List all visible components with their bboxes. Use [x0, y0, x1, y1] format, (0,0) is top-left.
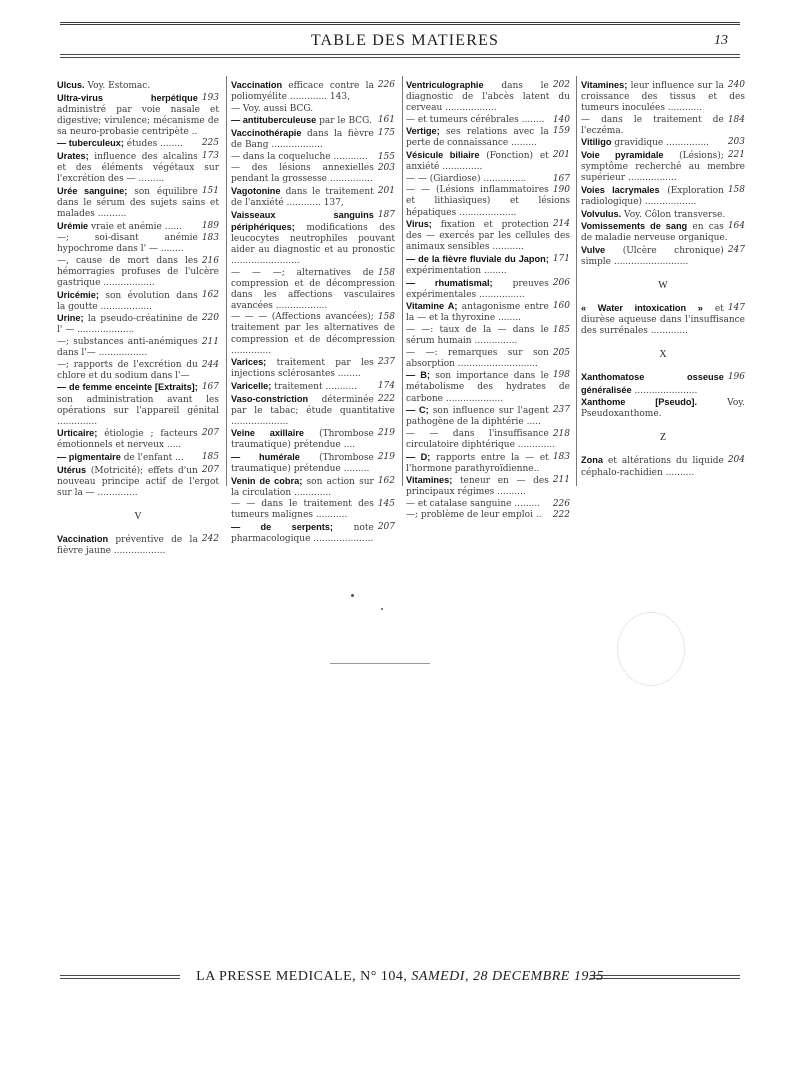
- entry-text: par le BCG.: [319, 116, 372, 127]
- index-entry: [406, 185, 570, 218]
- entry-text: son évolution dans la goutte ..................: [57, 290, 198, 312]
- library-stamp-seal: [617, 612, 685, 686]
- entry-text: son équilibre dans le sérum des sujets sains et malades ..........: [57, 186, 219, 220]
- page-reference: 161: [377, 115, 395, 126]
- entry-text: en cas de maladie nerveuse organique.: [581, 222, 728, 244]
- entry-text: Voy. Estomac.: [87, 81, 151, 91]
- page-reference: 206: [552, 277, 570, 288]
- page-reference: 203: [377, 163, 395, 174]
- entry-headword: Utérus: [57, 464, 87, 475]
- entry-text: traitement ...........: [274, 381, 357, 392]
- index-entry: [57, 93, 219, 138]
- entry-text: — —: remarques sur son absorption ............................: [406, 347, 549, 369]
- entry-text: de l'enfant ...: [123, 453, 184, 463]
- index-entry: [231, 452, 395, 475]
- section-letter: V: [134, 510, 142, 522]
- page-reference: 222: [552, 510, 570, 521]
- entry-headword: Urine;: [57, 313, 84, 324]
- page-reference: 190: [552, 185, 570, 196]
- index-entry: [406, 325, 570, 347]
- index-entry: [231, 522, 395, 545]
- page-reference: 205: [552, 347, 570, 358]
- entry-text: (Fonction) et anxiété ..............: [406, 151, 549, 173]
- index-entry: [581, 455, 745, 478]
- entry-headword: Varicelle;: [231, 380, 272, 391]
- entry-headword: Venin de cobra;: [231, 475, 303, 486]
- index-entry: [406, 150, 570, 173]
- page-reference: 237: [552, 405, 570, 416]
- page-reference: 171: [552, 253, 570, 264]
- index-entry: [406, 475, 570, 498]
- footer-date: SAMEDI, 28 DECEMBRE 1935: [411, 969, 604, 984]
- stray-rule: [330, 663, 430, 664]
- entry-headword: Vaccination: [57, 533, 109, 544]
- index-entry: [406, 370, 570, 404]
- page-reference: 185: [552, 324, 570, 335]
- entry-text: — Voy. aussi BCG.: [231, 103, 314, 114]
- entry-text: dans la fièvre de Bang ..................: [231, 128, 374, 150]
- entry-headword: Volvulus.: [581, 208, 622, 219]
- index-entry: [581, 115, 745, 137]
- index-entry: [581, 80, 745, 114]
- page-title: TABLE DES MATIERES: [310, 32, 500, 49]
- entry-headword: Vaso-constriction: [231, 393, 309, 404]
- entry-text: — dans la coqueluche ............: [231, 151, 368, 162]
- index-entry: [57, 428, 219, 451]
- page-reference: 207: [201, 464, 219, 475]
- page-reference: 164: [727, 221, 745, 232]
- page-reference: 207: [377, 522, 395, 533]
- entry-text: Voy. Côlon transverse.: [624, 209, 726, 220]
- index-entry: [231, 312, 395, 356]
- index-entry: [231, 499, 395, 521]
- entry-headword: Vaisseaux sanguins périphériques;: [231, 209, 374, 232]
- index-entry: [581, 303, 745, 337]
- page-number: 13: [714, 33, 728, 48]
- index-entry: [57, 290, 219, 313]
- page-reference: 219: [377, 428, 395, 439]
- entry-text: ......................: [634, 385, 698, 396]
- index-entry: [581, 245, 745, 268]
- entry-text: son importance dans le métabolisme des hydrates de carbone ....................: [406, 371, 570, 404]
- entry-text: — — —; alternatives de compression et de décompression dans les affections vasculaires avancées ..................: [231, 267, 395, 311]
- entry-text: préventive de la fièvre jaune ..................: [57, 534, 198, 557]
- entry-headword: Voie pyramidale: [581, 150, 664, 161]
- page-reference: 202: [552, 80, 570, 90]
- entry-headword: — D;: [406, 451, 431, 462]
- entry-headword: Ulcus.: [57, 80, 85, 90]
- index-entry: [57, 221, 219, 233]
- index-entry: [581, 372, 745, 396]
- entry-text: traitement par les injections sclérosantes ........: [231, 358, 374, 380]
- index-column-3: [406, 80, 570, 522]
- entry-text: vraie et anémie ......: [91, 221, 182, 232]
- entry-text: — — dans l'insuffisance circulatoire diphtérique .............: [406, 428, 555, 450]
- entry-text: Voy. Pseudoxanthome.: [581, 398, 745, 420]
- entry-text: — des lésions annexielles pendant la grossesse ...............: [231, 163, 374, 185]
- entry-headword: — rhumatismal;: [406, 277, 493, 288]
- index-entry: [57, 382, 219, 427]
- index-entry: [406, 174, 570, 185]
- page-reference: 204: [727, 455, 745, 466]
- page-reference: 226: [552, 498, 570, 509]
- index-entry: [406, 499, 570, 510]
- entry-headword: — de la fièvre fluviale du Japon;: [406, 253, 549, 264]
- index-entry: [231, 80, 395, 103]
- page-reference: 237: [377, 357, 395, 368]
- entry-headword: Veine axillaire: [231, 428, 305, 439]
- page-reference: 218: [552, 428, 570, 439]
- page-reference: 174: [377, 380, 395, 391]
- page-reference: 214: [552, 219, 570, 230]
- entry-text: la pseudo-créatinine de l' — ....................: [57, 314, 198, 336]
- index-entry: [231, 128, 395, 151]
- entry-text: modifications des leucocytes neutrophiles pouvant aider au diagnostic et au pronostic ........................: [231, 222, 395, 266]
- entry-headword: — B;: [406, 370, 430, 381]
- header-rule-thin: [60, 54, 740, 55]
- page-reference: 221: [727, 150, 745, 161]
- page-reference: 145: [377, 499, 395, 510]
- entry-text: — et tumeurs cérébrales ........: [406, 114, 545, 125]
- entry-headword: Urée sanguine;: [57, 185, 128, 196]
- entry-text: —; problème de leur emploi ..: [406, 510, 542, 521]
- entry-text: études ........: [126, 139, 183, 150]
- page-reference: 183: [552, 451, 570, 462]
- page-reference: 167: [201, 382, 219, 393]
- page-reference: 211: [201, 337, 219, 348]
- index-entry: [231, 115, 395, 127]
- entry-text: son influence sur l'agent pathogène de la diphtérie .....: [406, 406, 549, 428]
- ink-speck: [381, 608, 383, 610]
- page-reference: 247: [727, 244, 745, 255]
- entry-headword: Vomissements de sang: [581, 221, 688, 232]
- entry-text: —; substances anti-anémiques dans l'— .................: [57, 337, 198, 359]
- page-reference: 158: [377, 312, 395, 323]
- entry-headword: Vitamine A;: [406, 301, 458, 312]
- index-entry: [231, 163, 395, 185]
- index-entry: [57, 138, 219, 150]
- page-reference: 220: [201, 313, 219, 324]
- entry-text: antagonisme entre la — et la thyroxine ........: [406, 302, 549, 324]
- page-reference: 175: [377, 127, 395, 138]
- index-entry: [406, 219, 570, 253]
- entry-headword: Ventriculographie: [406, 80, 484, 90]
- entry-text: (Lésions); symptôme recherché au membre supérieur .................: [581, 151, 745, 184]
- index-entry: [57, 80, 219, 92]
- entry-text: leur influence sur la croissance des tissus et des tumeurs inoculées ............: [581, 81, 745, 114]
- entry-text: étiologie ; facteurs émotionnels et nerveux .....: [57, 429, 198, 451]
- index-entry: [406, 115, 570, 126]
- page-reference: 189: [201, 220, 219, 231]
- index-entry: [581, 185, 745, 208]
- index-entry: [231, 186, 395, 209]
- entry-text: son action sur la circulation .............: [231, 476, 374, 498]
- index-entry: [406, 510, 570, 521]
- entry-headword: Varices;: [231, 357, 267, 368]
- index-entry: [406, 254, 570, 277]
- page-reference: 162: [377, 475, 395, 486]
- entry-text: (Exploration radiologique) ..................: [581, 185, 724, 207]
- page-reference: 226: [377, 80, 395, 90]
- page-reference: 222: [377, 393, 395, 404]
- entry-headword: Zona: [581, 455, 603, 466]
- entry-headword: Urticaire;: [57, 428, 98, 439]
- entry-headword: Vitiligo: [581, 137, 612, 148]
- entry-text: et diurèse aqueuse dans l'insuffisance des surrénales .............: [581, 304, 745, 337]
- index-entry: [406, 429, 570, 451]
- entry-text: — — dans le traitement des tumeurs malignes ...........: [231, 499, 374, 521]
- index-entry: [581, 221, 745, 244]
- entry-headword: Urémie: [57, 220, 89, 231]
- index-entry: [57, 151, 219, 185]
- entry-headword: — humérale: [231, 452, 300, 462]
- index-entry: [406, 301, 570, 324]
- entry-text: rapports entre la — et l'hormone parathyroïdienne..: [406, 452, 549, 474]
- page-reference: 203: [727, 137, 745, 148]
- page-reference: 162: [201, 289, 219, 300]
- page-reference: 201: [377, 185, 395, 196]
- index-entry: [57, 186, 219, 220]
- column-separator: [402, 76, 403, 486]
- page-reference: 193: [201, 92, 219, 103]
- page-reference: 185: [201, 452, 219, 462]
- entry-text: déterminée par le tabac; étude quantitative ....................: [231, 394, 395, 427]
- page-reference: 216: [201, 255, 219, 266]
- section-letter: W: [658, 280, 668, 291]
- page-reference: 244: [201, 359, 219, 370]
- entry-headword: Xanthomatose osseuse généralisée: [581, 372, 724, 395]
- ink-speck: [351, 594, 354, 597]
- index-entry: [231, 357, 395, 380]
- index-entry: [406, 126, 570, 149]
- index-entry: [231, 152, 395, 163]
- entry-text: dans le traitement de l'anxiété ............ 137,: [231, 186, 374, 208]
- entry-text: (Ulcère chronique) simple ..........................: [581, 245, 724, 267]
- page-reference: 198: [552, 370, 570, 381]
- entry-text: influence des alcalins et des éléments végétaux sur l'excrétion des — .........: [57, 152, 219, 185]
- page-reference: 219: [377, 452, 395, 462]
- page-reference: 187: [377, 209, 395, 220]
- entry-headword: Virus;: [406, 219, 432, 230]
- index-entry: [57, 465, 219, 499]
- index-entry: [406, 80, 570, 114]
- index-entry: [231, 381, 395, 393]
- entry-headword: Vagotonine: [231, 185, 281, 196]
- entry-headword: — de femme enceinte [Extraits];: [57, 382, 198, 393]
- page-reference: 196: [727, 372, 745, 383]
- entry-headword: Voies lacrymales: [581, 184, 660, 195]
- entry-text: dans le diagnostic de l'abcès latent du cerveau ..................: [406, 81, 570, 114]
- index-entry: [581, 397, 745, 420]
- entry-headword: Urates;: [57, 151, 89, 162]
- index-entry: [57, 452, 219, 464]
- entry-headword: — de serpents;: [231, 522, 333, 533]
- page-reference: 140: [552, 114, 570, 125]
- index-entry: [231, 394, 395, 428]
- header-rule-thin-2: [60, 57, 740, 58]
- page-reference: 147: [727, 303, 745, 314]
- entry-text: gravidique ...............: [614, 138, 710, 149]
- index-entry: [57, 534, 219, 557]
- page-reference: 207: [201, 428, 219, 439]
- entry-text: note pharmacologique .....................: [231, 523, 374, 545]
- entry-text: administré par voie nasale et digestive; virulence; mécanisme de sa neuro-probasie centripète ..: [57, 104, 219, 137]
- page-reference: 184: [727, 114, 745, 125]
- entry-headword: Vertige;: [406, 126, 440, 137]
- index-entry: [57, 337, 219, 359]
- index-entry: [406, 348, 570, 370]
- entry-text: — — — (Affections avancées); traitement par les alternatives de compression et de décompression ..............: [231, 312, 395, 356]
- entry-text: — —: taux de la — dans le sérum humain ...............: [406, 324, 549, 347]
- entry-headword: — C;: [406, 405, 429, 416]
- entry-text: — dans le traitement de l'eczéma.: [581, 114, 724, 136]
- index-entry: [57, 233, 219, 255]
- index-entry: [581, 209, 745, 221]
- index-entry: [231, 428, 395, 451]
- entry-text: (Thrombose traumatique) prétendue ....: [231, 429, 374, 451]
- entry-headword: Vésicule biliaire: [406, 150, 480, 161]
- entry-text: son administration avant les opérations sur l'appareil génital ..............: [57, 394, 219, 427]
- entry-headword: « Water intoxication »: [581, 303, 703, 314]
- page-reference: 211: [552, 475, 570, 486]
- page-reference: 167: [552, 173, 570, 184]
- entry-text: — — (Giardiose) ...............: [406, 173, 527, 184]
- page-reference: 159: [552, 126, 570, 137]
- index-entry: [57, 256, 219, 289]
- entry-headword: — pigmentaire: [57, 452, 121, 462]
- entry-text: — — (Lésions inflammatoires et lithiasiques) et lésions hépatiques ....................: [406, 185, 570, 218]
- entry-text: et altérations du liquide céphalo-rachidien ..........: [581, 456, 724, 478]
- entry-text: —, cause de mort dans les hémorragies profuses de l'ulcère gastrique ..................: [57, 255, 219, 289]
- entry-text: fixation et protection des — exercés par les cellules des animaux sensibles ...........: [406, 220, 570, 253]
- section-letter: Z: [659, 432, 667, 444]
- index-entry: [581, 137, 745, 149]
- index-entry: [231, 104, 395, 115]
- footer-line: [0, 969, 800, 985]
- page-reference: 183: [201, 233, 219, 244]
- page-reference: 242: [201, 533, 219, 544]
- index-entry: [231, 476, 395, 499]
- entry-headword: — tuberculeux;: [57, 138, 124, 149]
- entry-text: ses relations avec la perte de connaissance .........: [406, 127, 549, 149]
- column-separator: [576, 76, 577, 486]
- footer-journal: LA PRESSE MEDICALE, N° 104,: [196, 969, 408, 984]
- entry-text: — et catalase sanguine .........: [406, 498, 541, 509]
- entry-headword: Vaccination: [231, 80, 283, 90]
- entry-text: efficace contre la poliomyélite ............. 143,: [231, 81, 374, 103]
- index-entry: [406, 405, 570, 428]
- index-column-4: [581, 80, 745, 479]
- entry-text: teneur en — des principaux régimes ..........: [406, 476, 549, 498]
- page-reference: 225: [201, 138, 219, 149]
- entry-headword: Vitamines;: [406, 475, 453, 486]
- index-entry: [231, 268, 395, 312]
- page-reference: 155: [377, 151, 395, 162]
- entry-headword: Xanthome [Pseudo].: [581, 397, 698, 408]
- header-rule-left: [60, 22, 740, 25]
- page-reference: 151: [201, 185, 219, 196]
- entry-text: (Thrombose traumatique) prétendue .........: [231, 453, 374, 475]
- page-reference: 158: [377, 267, 395, 278]
- entry-headword: Uricémie;: [57, 289, 99, 300]
- index-column-2: [231, 80, 395, 546]
- page-reference: 158: [727, 184, 745, 195]
- entry-text: —; soi-disant anémie hypochrome dans l' — ........: [57, 233, 198, 255]
- entry-headword: Vulve: [581, 244, 606, 255]
- entry-headword: Ultra-virus herpétique: [57, 92, 198, 103]
- entry-headword: Vaccinothérapie: [231, 127, 302, 138]
- page-reference: 240: [727, 80, 745, 90]
- entry-headword: — antituberculeuse: [231, 115, 317, 126]
- index-entry: [581, 150, 745, 184]
- index-entry: [57, 360, 219, 382]
- column-separator: [226, 76, 227, 486]
- entry-text: —; rapports de l'excrétion du chlore et du sodium dans l'—: [57, 359, 198, 381]
- entry-text: (Motricité); effets d'un nouveau principe actif de l'ergot sur la — ..............: [57, 465, 219, 498]
- index-column-1: [57, 80, 219, 558]
- page-reference: 201: [552, 150, 570, 161]
- section-letter: X: [659, 349, 667, 361]
- page-reference: 173: [201, 151, 219, 162]
- entry-text: expérimentation ........: [406, 266, 507, 276]
- index-entry: [406, 452, 570, 475]
- index-entry: [406, 278, 570, 301]
- page-reference: 160: [552, 301, 570, 312]
- index-entry: [231, 210, 395, 267]
- entry-text: preuves expérimentales ................: [406, 278, 549, 300]
- index-entry: [57, 313, 219, 336]
- entry-headword: Vitamines;: [581, 80, 628, 90]
